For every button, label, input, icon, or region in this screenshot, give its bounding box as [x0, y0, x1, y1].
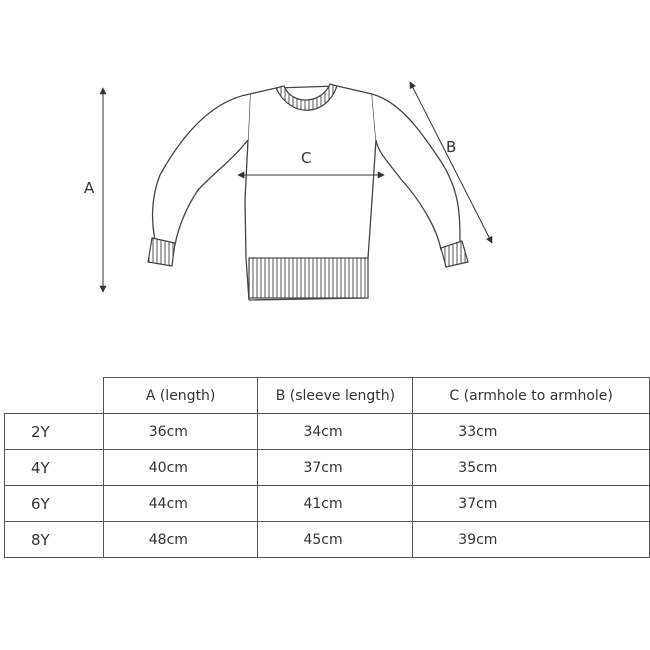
table-row: [5, 414, 650, 450]
size-chart-table: [4, 377, 650, 558]
hem-ribbing: [249, 258, 368, 298]
size-cell: 2Y: [5, 414, 104, 450]
header-c: C (armhole to armhole): [413, 378, 650, 414]
label-b: B: [446, 138, 457, 156]
table-row: [5, 486, 650, 522]
label-a: A: [84, 179, 95, 197]
value-c: 33cm: [413, 414, 650, 450]
table-header-row: [5, 378, 650, 414]
value-b: 45cm: [258, 522, 413, 558]
left-cuff: [148, 238, 175, 266]
value-b: 37cm: [258, 450, 413, 486]
size-cell: 8Y: [5, 522, 104, 558]
value-c: 37cm: [413, 486, 650, 522]
size-cell: 6Y: [5, 486, 104, 522]
value-a: 44cm: [103, 486, 258, 522]
header-b: B (sleeve length): [258, 378, 413, 414]
label-c: C: [301, 149, 312, 167]
sweater-diagram: [0, 0, 650, 320]
value-b: 41cm: [258, 486, 413, 522]
value-a: 40cm: [103, 450, 258, 486]
value-c: 35cm: [413, 450, 650, 486]
value-c: 39cm: [413, 522, 650, 558]
header-a: A (length): [103, 378, 258, 414]
value-a: 48cm: [103, 522, 258, 558]
table-row: [5, 450, 650, 486]
header-blank-cell: [5, 378, 104, 414]
size-cell: 4Y: [5, 450, 104, 486]
table-row: [5, 522, 650, 558]
value-a: 36cm: [103, 414, 258, 450]
value-b: 34cm: [258, 414, 413, 450]
